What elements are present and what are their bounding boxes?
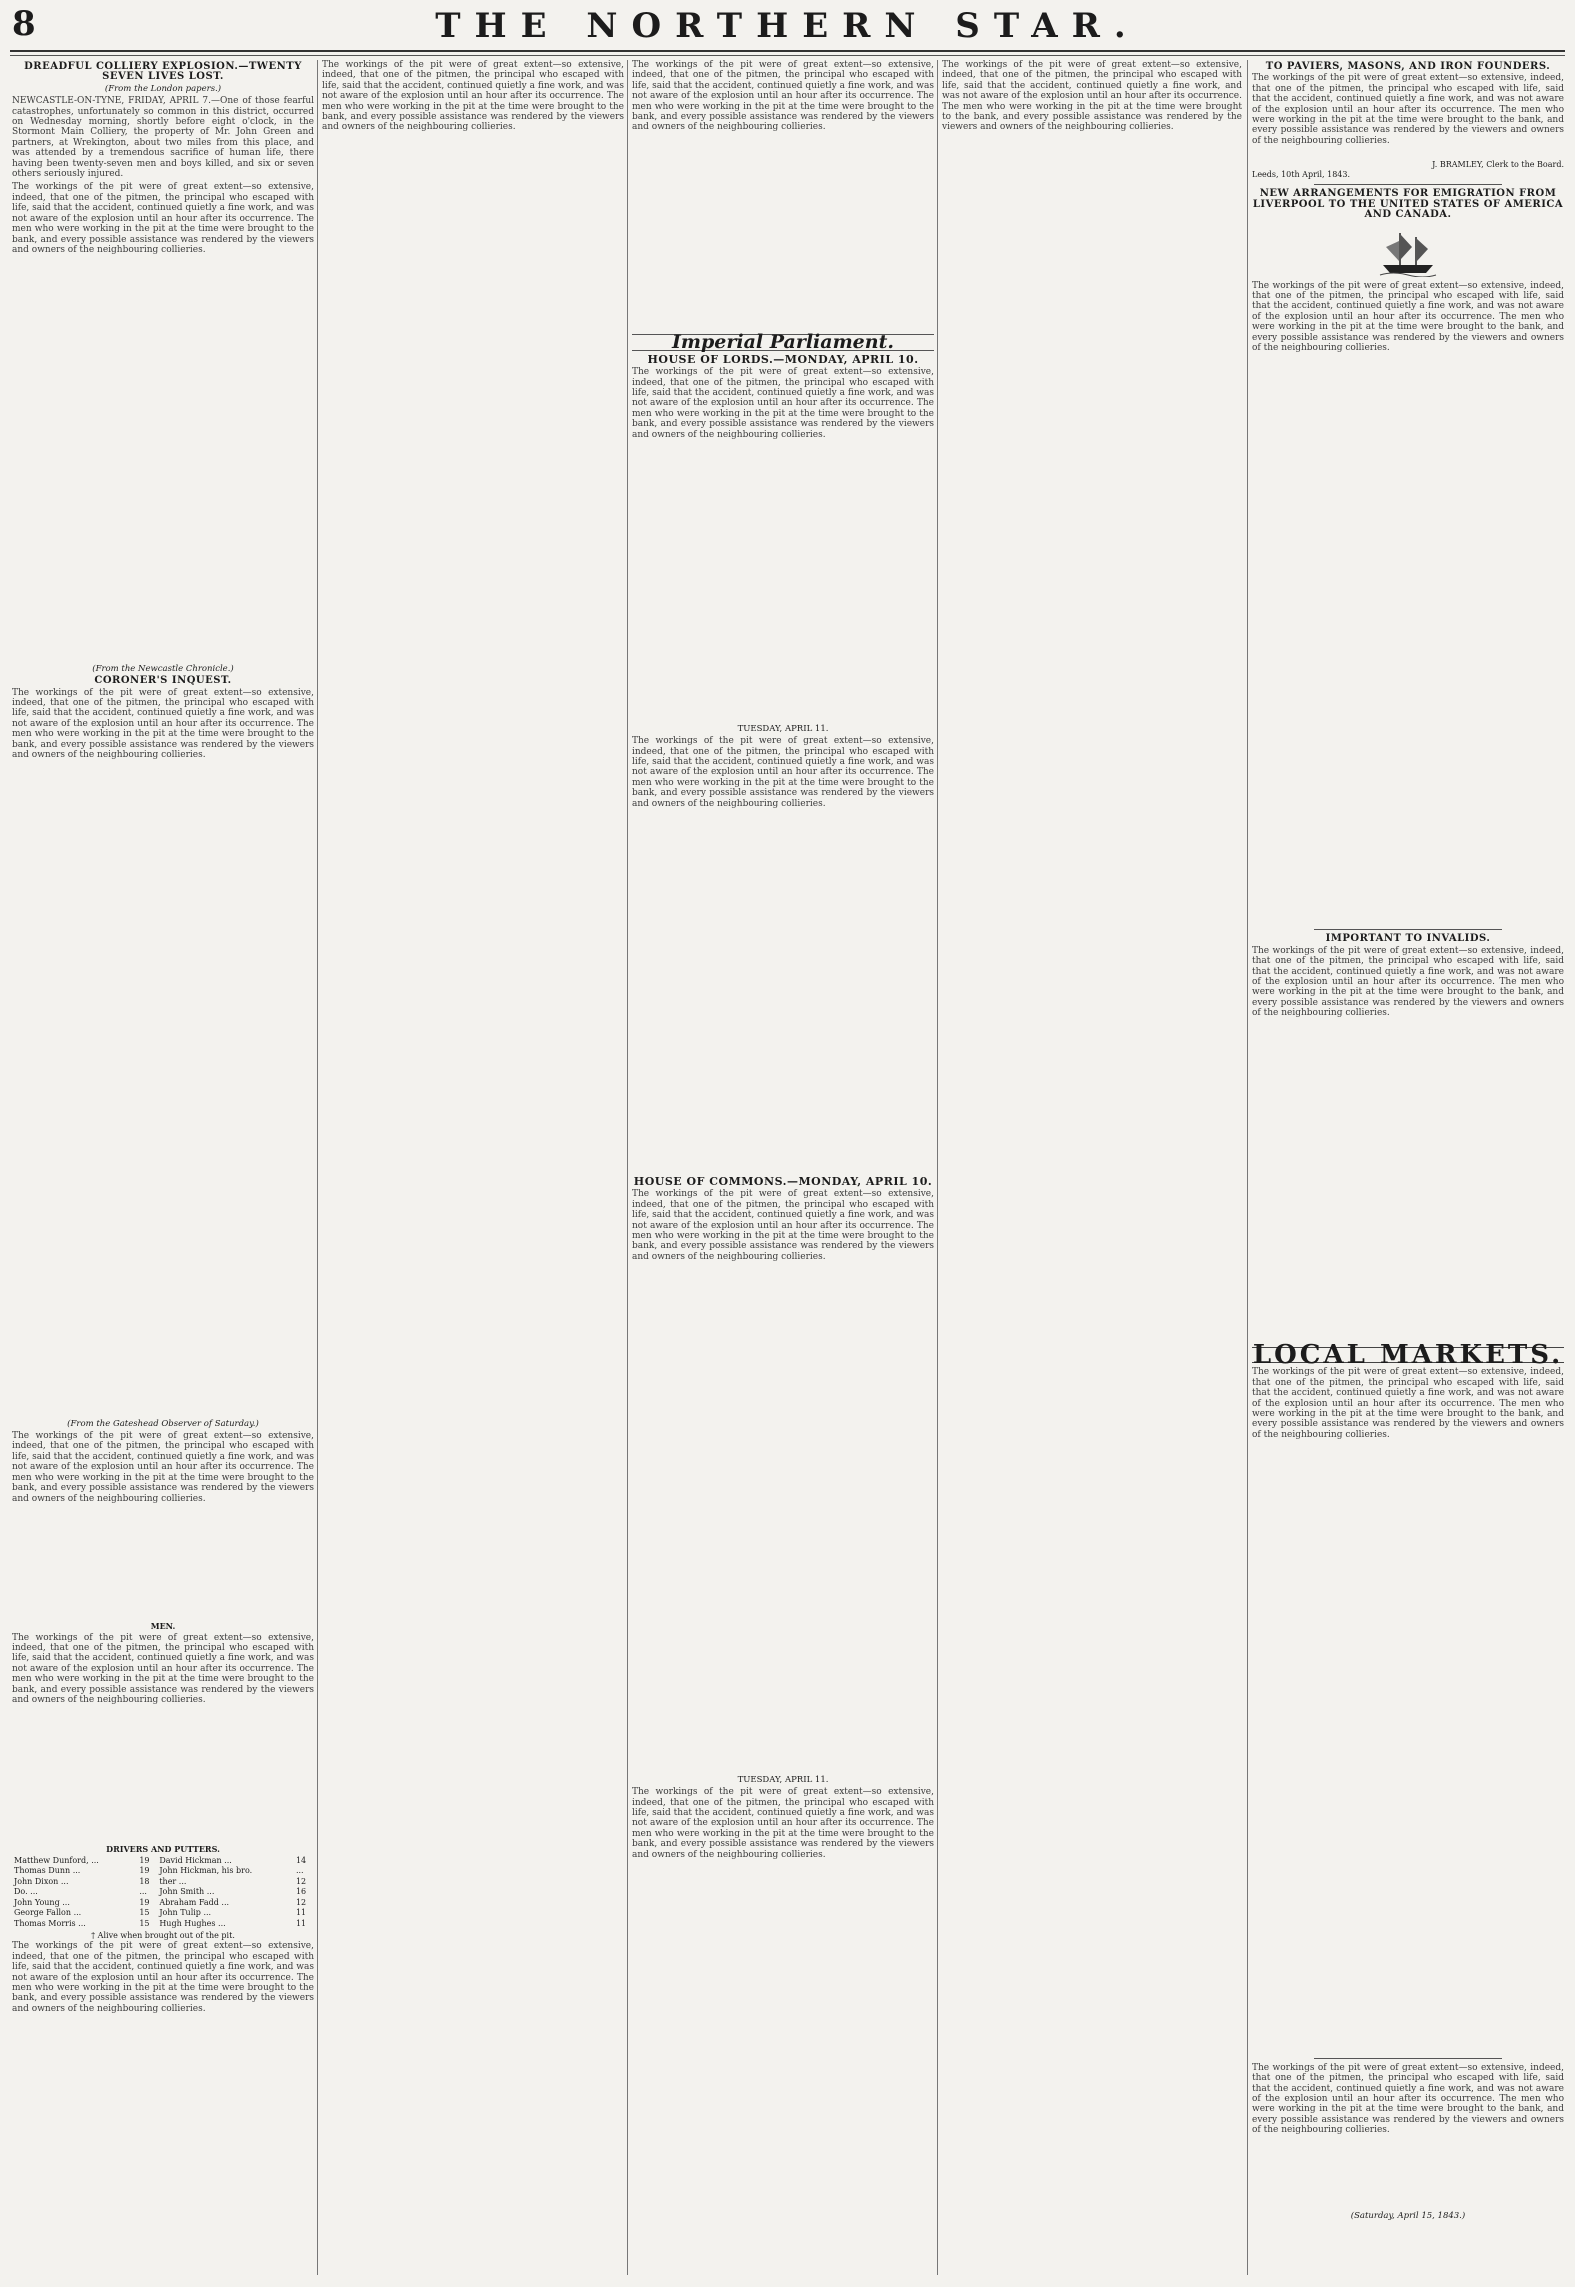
drivers-head: DRIVERS AND PUTTERS. (106, 1843, 220, 1854)
men-label: MEN. (150, 1621, 176, 1632)
table-cell: 15 (139, 1918, 150, 1928)
advert-divider (1314, 184, 1501, 185)
imprint-date: (Saturday, April 15, 1843.) (1350, 2211, 1466, 2222)
body-text: The workings of the pit were of great extent—so extensive, indeed, that one of the pitmen, the principal who escaped with life, said that the accident, continued quietly a fine work, and was not aware of the explosion until an hour after its occurrence. The men who were working in the pit at the time were brought to the bank, and every possible assistance was rendered by the viewers and owners of the neighbouring collieries. (632, 367, 934, 440)
invalids-body (1252, 946, 1564, 1341)
emigration-body (1252, 281, 1564, 926)
article-source: (From the Newcastle Chronicle.) (92, 663, 234, 674)
page-number: 8 (12, 4, 36, 44)
lords-heading: HOUSE OF LORDS.—MONDAY, APRIL 10. (647, 352, 919, 366)
imprint-divider (1314, 2058, 1501, 2059)
invalids-headline: IMPORTANT TO INVALIDS. (1325, 933, 1491, 945)
parliament-heading: Imperial Parliament. (632, 334, 934, 350)
commons-tuesday: TUESDAY, APRIL 11. (737, 1774, 829, 1785)
table-row (12, 1887, 314, 1897)
commons-continued (942, 60, 1242, 2275)
article-body (632, 60, 934, 330)
article-headline: DREADFUL COLLIERY EXPLOSION.—TWENTY SEVEN LIVES LOST. (24, 61, 302, 83)
advert-date: Leeds, 10th April, 1843. (1252, 170, 1351, 179)
body-text: The workings of the pit were of great extent—so extensive, indeed, that one of the pitmen, the principal who escaped with life, said that the accident, continued quietly a fine work, and was not aware of the explosion until an hour after its occurrence. The men who were working in the pit at the time were brought to the bank, and every possible assistance was rendered by the viewers and owners of the neighbouring collieries. (632, 60, 934, 133)
table-cell: David Hickman ... (159, 1856, 232, 1866)
masthead: THE NORTHERN STAR. (435, 6, 1140, 46)
body-text: The workings of the pit were of great extent—so extensive, indeed, that one of the pitmen, the principal who escaped with life, said that the accident, continued quietly a fine work, and was not aware of the explosion until an hour after its occurrence. The men who were working in the pit at the time were brought to the bank, and every possible assistance was rendered by the viewers and owners of the neighbouring collieries. (12, 687, 314, 761)
table-cell: Abraham Fadd ... (159, 1897, 230, 1907)
body-text: The workings of the pit were of great extent—so extensive, indeed, that one of the pitmen, the principal who escaped with life, said that the accident, continued quietly a fine work, and was not aware of the explosion until an hour after its occurrence. The men who were working in the pit at the time were brought to the bank, and every possible assistance was rendered by the viewers and owners of the neighbouring collieries. (1252, 2062, 1564, 2136)
body-text: The workings of the pit were of great extent—so extensive, indeed, that one of the pitmen, the principal who escaped with life, said that the accident, continued quietly a fine work, and was not aware of the explosion until an hour after its occurrence. The men who were working in the pit at the time were brought to the bank, and every possible assistance was rendered by the viewers and owners of the neighbouring collieries. (12, 1431, 314, 1504)
table-cell: 11 (295, 1908, 307, 1918)
table-cell: 19 (139, 1897, 150, 1907)
local-markets-heading: LOCAL MARKETS. (1252, 1340, 1564, 1371)
table-row (12, 1866, 314, 1876)
table-cell: John Smith ... (159, 1887, 215, 1897)
column-1 (12, 60, 314, 2275)
article-lead: NEWCASTLE-ON-TYNE, FRIDAY, APRIL 7.—One of those fearful catastrophes, unfortunately so common in this district, occurred on Wednesday morning, shortly before eight o'clock, in the Stormont Main Colliery, the property of Mr. John Green and partners, at Wrekington, about two miles from this place, and was attended by a tremendous sacrifice of human life, there having been twenty-seven men and boys killed, and six or seven others seriously injured. (12, 96, 314, 180)
imprint-body (1252, 2063, 1564, 2209)
commons-heading: HOUSE OF COMMONS.—MONDAY, APRIL 10. (633, 1175, 933, 1188)
body-text: The workings of the pit were of great extent—so extensive, indeed, that one of the pitmen, the principal who escaped with life, said that the accident, continued quietly a fine work, and was not aware of the explosion until an hour after its occurrence. The men who were working in the pit at the time were brought to the bank, and every possible assistance was rendered by the viewers and owners of the neighbouring collieries. (1252, 945, 1564, 1019)
commons-tuesday-body (632, 1787, 934, 2203)
casualty-list (12, 1633, 314, 1841)
article-body (12, 182, 314, 660)
table-row (12, 1898, 314, 1908)
body-text: The workings of the pit were of great extent—so extensive, indeed, that one of the pitmen, the principal who escaped with life, said that the accident, continued quietly a fine work, and was not aware of the explosion until an hour after its occurrence. The men who were working in the pit at the time were brought to the bank, and every possible assistance was rendered by the viewers and owners of the neighbouring collieries. (632, 1189, 934, 1262)
body-text: The workings of the pit were of great extent—so extensive, indeed, that one of the pitmen, the principal who escaped with life, said that the accident, continued quietly a fine work, and was not aware of the explosion until an hour after its occurrence. The men who were working in the pit at the time were brought to the bank, and every possible assistance was rendered by the viewers and owners of the neighbouring collieries. (1252, 280, 1564, 354)
masthead-rule (10, 50, 1565, 52)
body-text: The workings of the pit were of great extent—so extensive, indeed, that one of the pitmen, the principal who escaped with life, said that the accident, continued quietly a fine work, and was not aware of the explosion until an hour after its occurrence. The men who were working in the pit at the time were brought to the bank, and every possible assistance was rendered by the viewers and owners of the neighbouring collieries. (1252, 73, 1564, 146)
table-cell: 19 (139, 1856, 150, 1866)
column-divider (1247, 60, 1248, 2275)
lords-tuesday: TUESDAY, APRIL 11. (737, 723, 829, 734)
table-cell: 14 (295, 1856, 307, 1866)
article-body (322, 60, 624, 2275)
column-2 (322, 60, 624, 2275)
table-row (12, 1919, 314, 1929)
advert-signature: J. BRAMLEY, Clerk to the Board. (1432, 159, 1564, 169)
emigration-headline: NEW ARRANGEMENTS FOR EMIGRATION FROM LIVERPOOL TO THE UNITED STATES OF AMERICA AND CANADA. (1252, 188, 1564, 221)
body-text: The workings of the pit were of great extent—so extensive, indeed, that one of the pitmen, the principal who escaped with life, said that the accident, continued quietly a fine work, and was not aware of the explosion until an hour after its occurrence. The men who were working in the pit at the time were brought to the bank, and every possible assistance was rendered by the viewers and owners of the neighbouring collieries. (322, 60, 624, 133)
table-cell: George Fallon ... (14, 1908, 82, 1918)
table-cell: 15 (139, 1908, 150, 1918)
table-cell: John Tulip ... (159, 1908, 212, 1918)
advert-divider (1314, 929, 1501, 930)
table-cell: ... (295, 1866, 304, 1876)
article-source: (From the London papers.) (104, 83, 222, 94)
column-5 (1252, 60, 1564, 2275)
table-row (12, 1908, 314, 1918)
body-text: The workings of the pit were of great extent—so extensive, indeed, that one of the pitmen, the principal who escaped with life, said that the accident, continued quietly a fine work, and was not aware of the explosion until an hour after its occurrence. The men who were working in the pit at the time were brought to the bank, and every possible assistance was rendered by the viewers and owners of the neighbouring collieries. (12, 1941, 314, 2014)
table-cell: 16 (295, 1887, 307, 1897)
column-divider (627, 60, 628, 2275)
column-3 (632, 60, 934, 2275)
table-cell: Thomas Dunn ... (14, 1866, 81, 1876)
table-cell: 12 (295, 1876, 307, 1886)
gateshead-body (12, 1431, 314, 1618)
column-4 (942, 60, 1242, 2275)
table-cell: John Young ... (14, 1897, 70, 1907)
table-cell: 12 (295, 1897, 307, 1907)
table-cell: 11 (295, 1918, 307, 1928)
table-cell: John Hickman, his bro. (159, 1866, 253, 1876)
casualty-table (12, 1856, 314, 1929)
masthead-rule-thin (10, 55, 1565, 56)
alive-note: † Alive when brought out of the pit. (91, 1930, 235, 1940)
section-headline: CORONER'S INQUEST. (94, 675, 232, 687)
table-row (12, 1877, 314, 1887)
advert-headline: TO PAVIERS, MASONS, AND IRON FOUNDERS. (1265, 61, 1551, 72)
table-cell: Do. ... (14, 1887, 38, 1897)
body-text: The workings of the pit were of great extent—so extensive, indeed, that one of the pitmen, the principal who escaped with life, said that the accident, continued quietly a fine work, and was not aware of the explosion until an hour after its occurrence. The men who were working in the pit at the time were brought to the bank, and every possible assistance was rendered by the viewers and owners of the neighbouring collieries. (1252, 1367, 1564, 1440)
ship-icon (1378, 225, 1438, 277)
markets-body (1252, 1367, 1564, 2053)
table-cell: Matthew Dunford, ... (14, 1856, 99, 1866)
table-cell: Thomas Morris ... (14, 1918, 86, 1928)
body-text: The workings of the pit were of great extent—so extensive, indeed, that one of the pitmen, the principal who escaped with life, said that the accident, continued quietly a fine work, and was not aware of the explosion until an hour after its occurrence. The men who were working in the pit at the time were brought to the bank, and every possible assistance was rendered by the viewers and owners of the neighbouring collieries. (632, 1787, 934, 1860)
table-cell: John Dixon ... (14, 1876, 69, 1886)
commons-body (632, 1189, 934, 1771)
body-text: The workings of the pit were of great extent—so extensive, indeed, that one of the pitmen, the principal who escaped with life, said that the accident, continued quietly a fine work, and was not aware of the explosion until an hour after its occurrence. The men who were working in the pit at the time were brought to the bank, and every possible assistance was rendered by the viewers and owners of the neighbouring collieries. (942, 60, 1242, 133)
column-divider (317, 60, 318, 2275)
lords-tuesday-body (632, 736, 934, 1173)
table-cell: 19 (139, 1866, 150, 1876)
advert-body (1252, 73, 1564, 156)
table-cell: 18 (139, 1876, 150, 1886)
column-divider (937, 60, 938, 2275)
body-text: The workings of the pit were of great extent—so extensive, indeed, that one of the pitmen, the principal who escaped with life, said that the accident, continued quietly a fine work, and was not aware of the explosion until an hour after its occurrence. The men who were working in the pit at the time were brought to the bank, and every possible assistance was rendered by the viewers and owners of the neighbouring collieries. (12, 182, 314, 255)
body-text: The workings of the pit were of great extent—so extensive, indeed, that one of the pitmen, the principal who escaped with life, said that the accident, continued quietly a fine work, and was not aware of the explosion until an hour after its occurrence. The men who were working in the pit at the time were brought to the bank, and every possible assistance was rendered by the viewers and owners of the neighbouring collieries. (12, 1632, 314, 1706)
table-cell: Hugh Hughes ... (159, 1918, 226, 1928)
body-text: The workings of the pit were of great extent—so extensive, indeed, that one of the pitmen, the principal who escaped with life, said that the accident, continued quietly a fine work, and was not aware of the explosion until an hour after its occurrence. The men who were working in the pit at the time were brought to the bank, and every possible assistance was rendered by the viewers and owners of the neighbouring collieries. (632, 736, 934, 809)
table-cell: ... (139, 1887, 147, 1897)
closing-body (12, 1941, 314, 2024)
article-source: (From the Gateshead Observer of Saturday.) (67, 1418, 259, 1429)
inquest-body (12, 688, 314, 1416)
lords-body (632, 367, 934, 721)
table-row (12, 1856, 314, 1866)
table-cell: ther ... (159, 1876, 187, 1886)
